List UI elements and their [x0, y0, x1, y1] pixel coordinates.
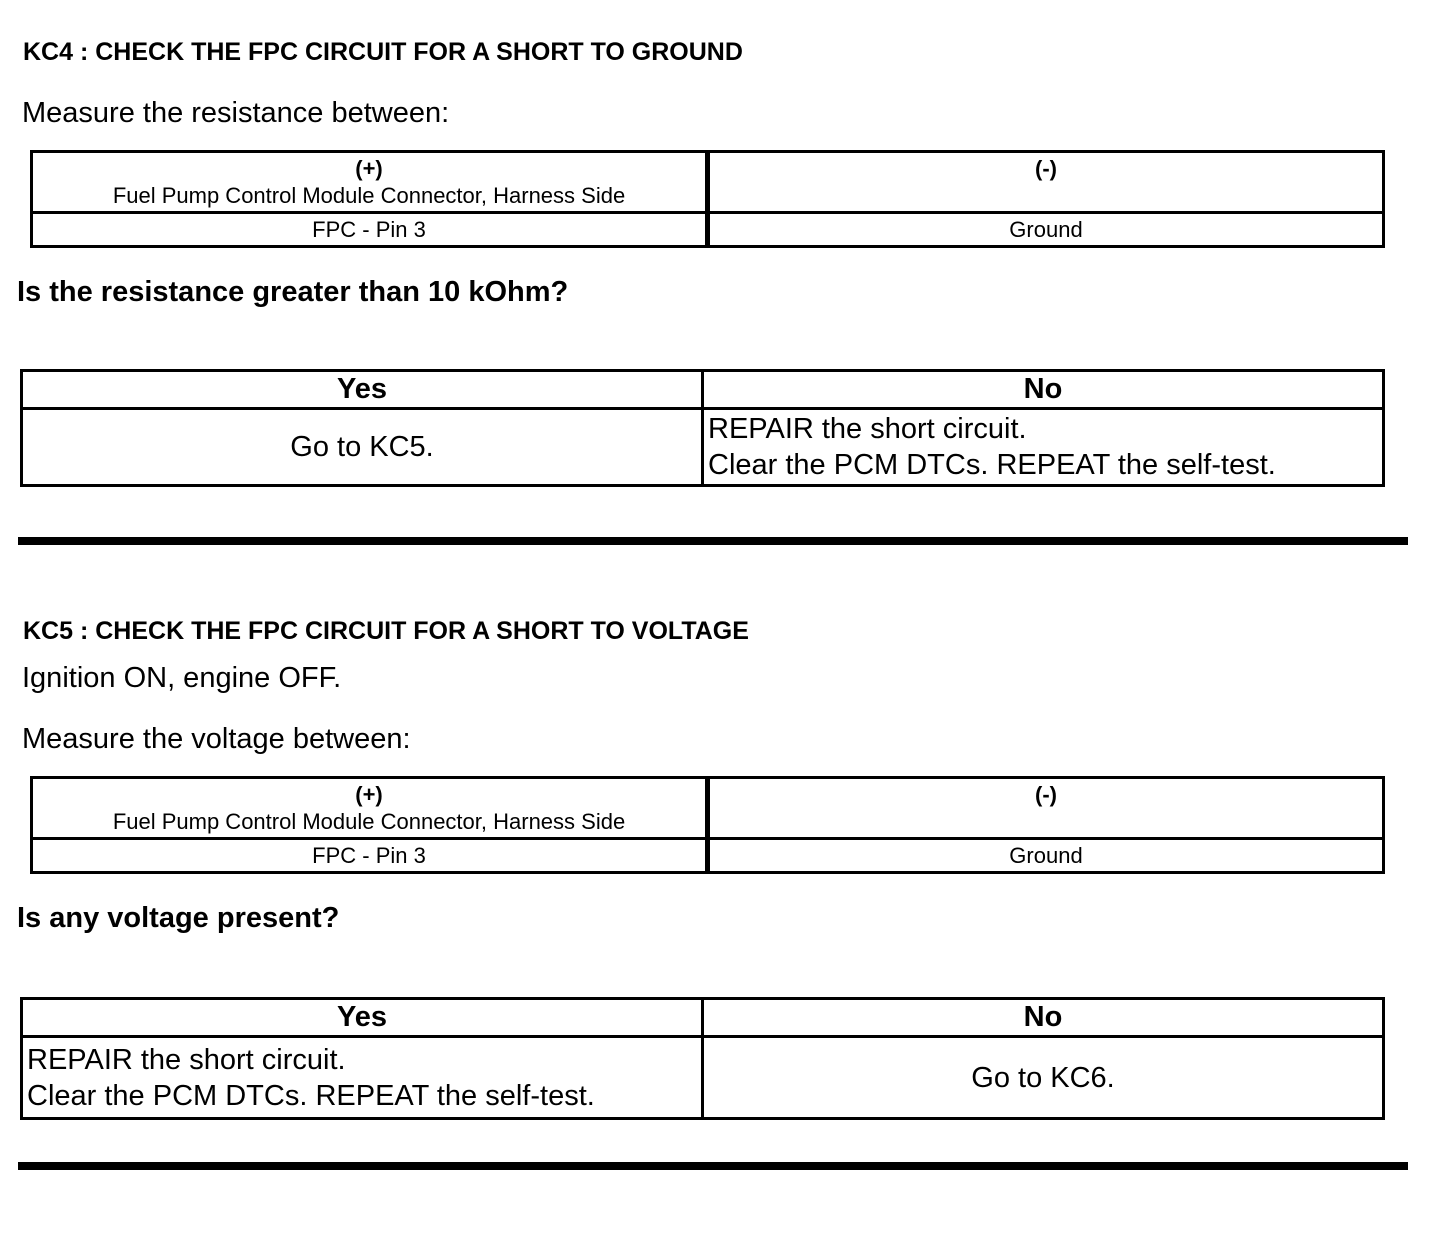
minus-symbol: (-) [1035, 781, 1057, 807]
measurement-table [30, 150, 1385, 248]
yes-action-cell [22, 409, 703, 486]
positive-header-cell [32, 152, 708, 213]
instruction-text: Ignition ON, engine OFF. [22, 662, 342, 695]
decision-body-row [22, 409, 1384, 486]
section-heading: KC5 : CHECK THE FPC CIRCUIT FOR A SHORT TO VOLTAGE [23, 617, 749, 646]
no-header-cell: No [703, 999, 1384, 1037]
positive-header-label: Fuel Pump Control Module Connector, Harness Side [112, 183, 626, 209]
measurement-value-row [32, 213, 1384, 247]
plus-symbol: (+) [355, 781, 383, 807]
no-action-cell [703, 409, 1384, 486]
measurement-table [30, 776, 1385, 874]
decision-table [20, 369, 1385, 487]
negative-header-cell [708, 152, 1384, 213]
yes-action-cell [22, 1037, 703, 1119]
yes-action-line: Clear the PCM DTCs. REPEAT the self-test. [27, 1079, 595, 1112]
positive-value-cell: FPC - Pin 3 [32, 213, 708, 247]
measurement-value-row [32, 838, 1384, 872]
section-kc4 [0, 38, 1440, 545]
section-divider [18, 1162, 1408, 1170]
yes-header-cell: Yes [22, 999, 703, 1037]
no-action-line: Go to KC6. [971, 1061, 1115, 1094]
positive-header-cell [32, 777, 708, 838]
yes-action-line: REPAIR the short circuit. [27, 1043, 346, 1076]
positive-value-cell: FPC - Pin 3 [32, 838, 708, 872]
instruction-text: Measure the voltage between: [22, 722, 411, 755]
minus-symbol: (-) [1035, 156, 1057, 182]
decision-header-row [22, 999, 1384, 1037]
measurement-header-row [32, 152, 1384, 213]
decision-header-row [22, 371, 1384, 409]
plus-symbol: (+) [355, 156, 383, 182]
negative-value-cell: Ground [708, 838, 1384, 872]
negative-value-cell: Ground [708, 213, 1384, 247]
measurement-header-row [32, 777, 1384, 838]
section-kc5 [0, 617, 1440, 1170]
positive-header-label: Fuel Pump Control Module Connector, Harness Side [112, 808, 626, 834]
no-action-line: REPAIR the short circuit. [708, 413, 1027, 446]
instruction-text: Measure the resistance between: [22, 96, 450, 129]
section-heading: KC4 : CHECK THE FPC CIRCUIT FOR A SHORT TO GROUND [23, 38, 743, 66]
question-text: Is the resistance greater than 10 kOhm? [17, 276, 569, 309]
decision-body-row [22, 1037, 1384, 1119]
no-action-line: Clear the PCM DTCs. REPEAT the self-test. [708, 449, 1276, 482]
section-divider [18, 537, 1408, 545]
question-text: Is any voltage present? [17, 901, 340, 934]
yes-header-cell: Yes [22, 371, 703, 409]
negative-header-cell [708, 777, 1384, 838]
no-action-cell [703, 1037, 1384, 1119]
no-header-cell: No [703, 371, 1384, 409]
decision-table [20, 997, 1385, 1120]
yes-action-line: Go to KC5. [290, 431, 434, 464]
